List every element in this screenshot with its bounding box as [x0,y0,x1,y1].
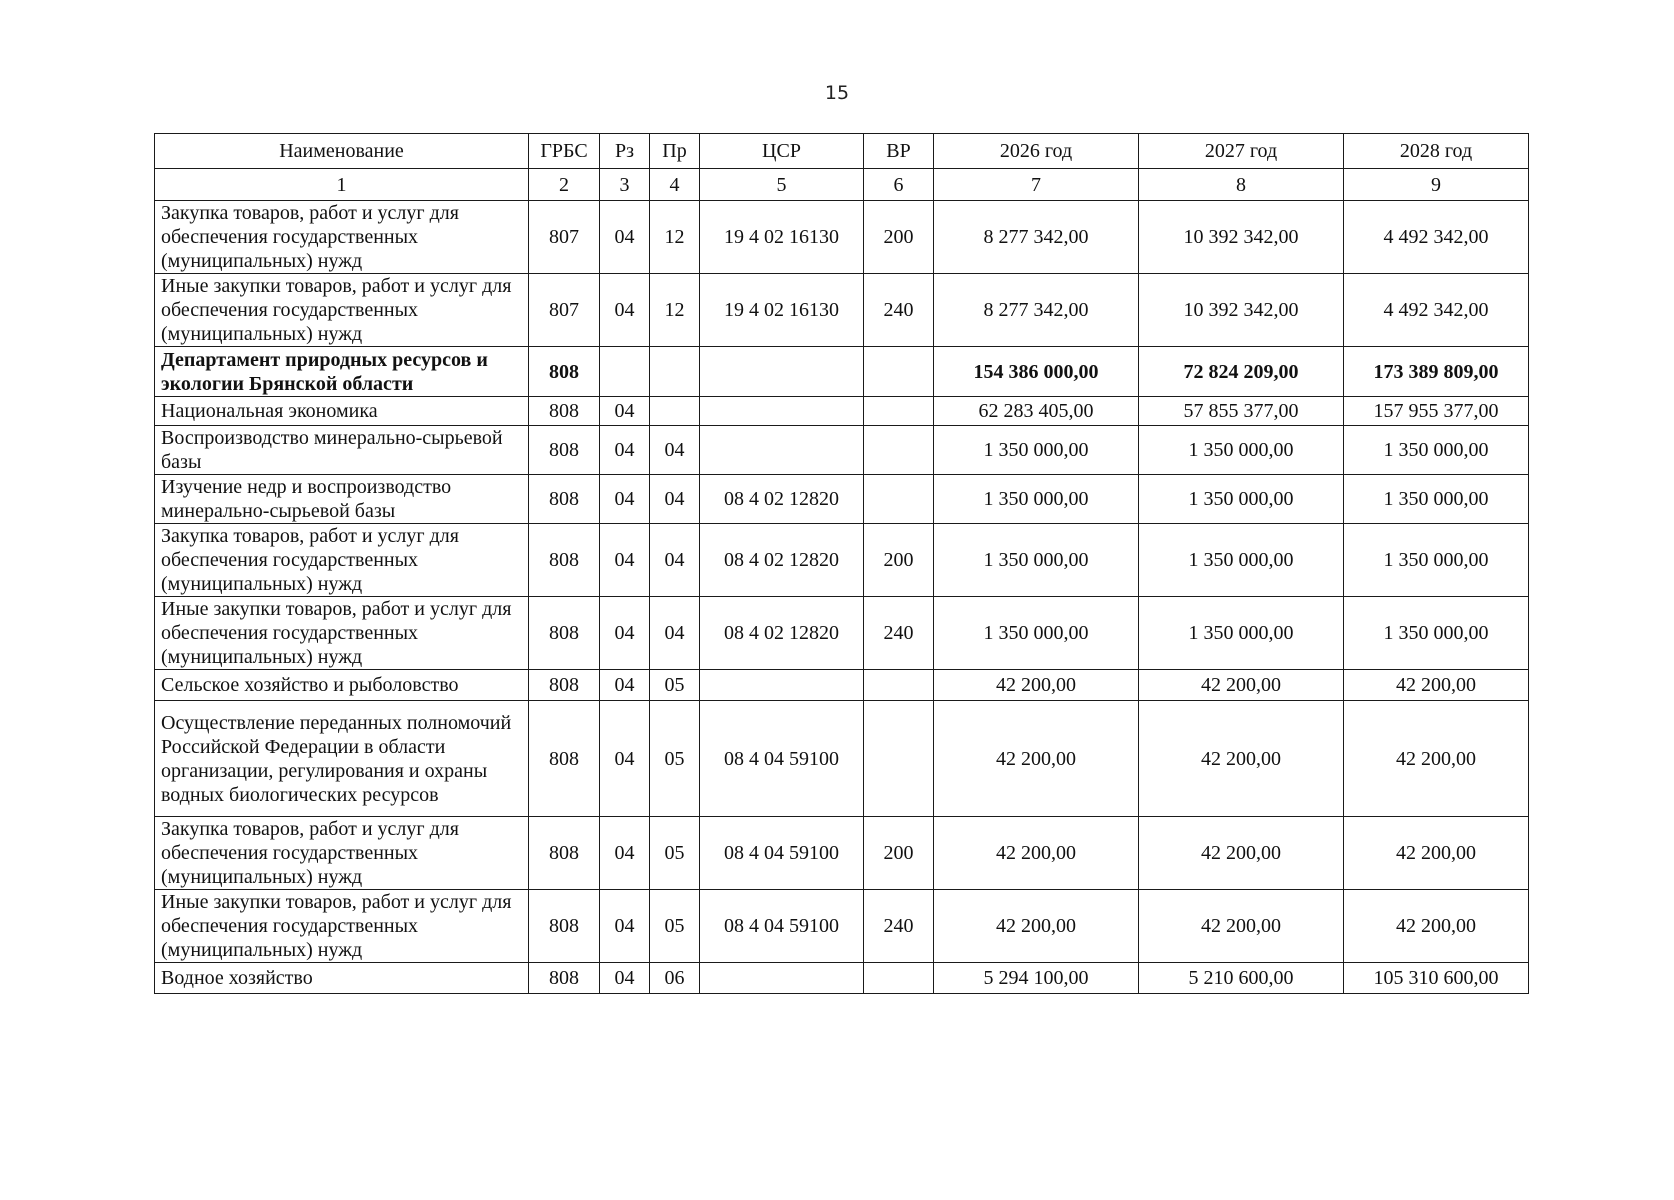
amount-2028-cell: 42 200,00 [1344,890,1529,963]
amount-2026-cell: 8 277 342,00 [934,274,1139,347]
pr-cell: 05 [650,890,700,963]
grbs-cell: 808 [529,963,600,994]
budget-table [154,133,1529,994]
amount-2028-cell: 157 955 377,00 [1344,397,1529,426]
column-number: 9 [1344,169,1529,201]
header-2027: 2027 год [1139,134,1344,169]
header-2028: 2028 год [1344,134,1529,169]
vr-cell: 240 [864,890,934,963]
pr-cell: 04 [650,475,700,524]
vr-cell [864,963,934,994]
amount-2028-cell: 173 389 809,00 [1344,347,1529,397]
header-csr: ЦСР [700,134,864,169]
table-body [155,201,1529,994]
row-name-cell: Изучение недр и воспроизводство минерально-сырьевой базы [155,475,529,524]
amount-2026-cell: 42 200,00 [934,890,1139,963]
pr-cell: 05 [650,701,700,817]
amount-2027-cell: 42 200,00 [1139,890,1344,963]
table-row [155,670,1529,701]
pr-cell [650,397,700,426]
column-number: 2 [529,169,600,201]
header-row [155,134,1529,169]
amount-2027-cell: 1 350 000,00 [1139,426,1344,475]
row-name-cell: Департамент природных ресурсов и экологии Брянской области [155,347,529,397]
row-name-cell: Закупка товаров, работ и услуг для обеспечения государственных (муниципальных) нужд [155,817,529,890]
amount-2028-cell: 1 350 000,00 [1344,524,1529,597]
rz-cell: 04 [600,475,650,524]
rz-cell [600,347,650,397]
table-row [155,274,1529,347]
header-rz: Рз [600,134,650,169]
amount-2026-cell: 8 277 342,00 [934,201,1139,274]
table-row [155,426,1529,475]
csr-cell: 08 4 04 59100 [700,701,864,817]
table-row [155,347,1529,397]
rz-cell: 04 [600,890,650,963]
csr-cell [700,670,864,701]
amount-2027-cell: 1 350 000,00 [1139,524,1344,597]
pr-cell: 12 [650,274,700,347]
pr-cell: 04 [650,597,700,670]
amount-2026-cell: 42 200,00 [934,670,1139,701]
amount-2027-cell: 10 392 342,00 [1139,201,1344,274]
row-name-cell: Воспроизводство минерально-сырьевой базы [155,426,529,475]
amount-2026-cell: 154 386 000,00 [934,347,1139,397]
table-row [155,397,1529,426]
amount-2028-cell: 4 492 342,00 [1344,274,1529,347]
table-row [155,890,1529,963]
amount-2028-cell: 42 200,00 [1344,701,1529,817]
vr-cell: 240 [864,274,934,347]
amount-2026-cell: 1 350 000,00 [934,426,1139,475]
amount-2028-cell: 42 200,00 [1344,670,1529,701]
column-number-row [155,169,1529,201]
grbs-cell: 808 [529,397,600,426]
amount-2026-cell: 1 350 000,00 [934,597,1139,670]
pr-cell: 04 [650,524,700,597]
csr-cell [700,963,864,994]
grbs-cell: 808 [529,524,600,597]
column-number: 6 [864,169,934,201]
amount-2027-cell: 1 350 000,00 [1139,597,1344,670]
rz-cell: 04 [600,701,650,817]
pr-cell [650,347,700,397]
csr-cell: 08 4 02 12820 [700,475,864,524]
grbs-cell: 808 [529,670,600,701]
amount-2027-cell: 10 392 342,00 [1139,274,1344,347]
grbs-cell: 807 [529,274,600,347]
grbs-cell: 808 [529,890,600,963]
amount-2028-cell: 1 350 000,00 [1344,475,1529,524]
amount-2026-cell: 42 200,00 [934,701,1139,817]
csr-cell [700,397,864,426]
vr-cell [864,397,934,426]
row-name-cell: Сельское хозяйство и рыболовство [155,670,529,701]
column-number: 3 [600,169,650,201]
row-name-cell: Иные закупки товаров, работ и услуг для обеспечения государственных (муниципальных) нужд [155,597,529,670]
csr-cell: 08 4 04 59100 [700,890,864,963]
vr-cell: 200 [864,817,934,890]
grbs-cell: 808 [529,817,600,890]
grbs-cell: 808 [529,347,600,397]
pr-cell: 12 [650,201,700,274]
vr-cell: 200 [864,201,934,274]
row-name-cell: Закупка товаров, работ и услуг для обеспечения государственных (муниципальных) нужд [155,524,529,597]
amount-2026-cell: 62 283 405,00 [934,397,1139,426]
header-pr: Пр [650,134,700,169]
rz-cell: 04 [600,817,650,890]
header-name: Наименование [155,134,529,169]
table-row [155,597,1529,670]
row-name-cell: Иные закупки товаров, работ и услуг для обеспечения государственных (муниципальных) нужд [155,274,529,347]
page-number: 15 [824,82,850,104]
rz-cell: 04 [600,426,650,475]
rz-cell: 04 [600,274,650,347]
header-2026: 2026 год [934,134,1139,169]
table-row [155,475,1529,524]
pr-cell: 05 [650,817,700,890]
grbs-cell: 807 [529,201,600,274]
amount-2027-cell: 1 350 000,00 [1139,475,1344,524]
grbs-cell: 808 [529,475,600,524]
csr-cell [700,426,864,475]
header-vr: ВР [864,134,934,169]
amount-2026-cell: 5 294 100,00 [934,963,1139,994]
pr-cell: 04 [650,426,700,475]
amount-2027-cell: 72 824 209,00 [1139,347,1344,397]
amount-2027-cell: 42 200,00 [1139,701,1344,817]
vr-cell [864,670,934,701]
amount-2027-cell: 42 200,00 [1139,670,1344,701]
csr-cell: 08 4 04 59100 [700,817,864,890]
row-name-cell: Иные закупки товаров, работ и услуг для обеспечения государственных (муниципальных) нужд [155,890,529,963]
column-number: 1 [155,169,529,201]
table-row [155,201,1529,274]
rz-cell: 04 [600,524,650,597]
rz-cell: 04 [600,670,650,701]
amount-2026-cell: 1 350 000,00 [934,475,1139,524]
rz-cell: 04 [600,963,650,994]
amount-2026-cell: 42 200,00 [934,817,1139,890]
column-number: 4 [650,169,700,201]
vr-cell [864,426,934,475]
vr-cell [864,475,934,524]
amount-2028-cell: 42 200,00 [1344,817,1529,890]
column-number: 5 [700,169,864,201]
vr-cell [864,701,934,817]
amount-2028-cell: 4 492 342,00 [1344,201,1529,274]
vr-cell: 240 [864,597,934,670]
row-name-cell: Осуществление переданных полномочий Российской Федерации в области организации, регулирования и охраны водных биологических ресурсов [155,701,529,817]
amount-2028-cell: 1 350 000,00 [1344,597,1529,670]
table-row [155,701,1529,817]
amount-2027-cell: 57 855 377,00 [1139,397,1344,426]
amount-2026-cell: 1 350 000,00 [934,524,1139,597]
csr-cell: 08 4 02 12820 [700,597,864,670]
rz-cell: 04 [600,597,650,670]
row-name-cell: Национальная экономика [155,397,529,426]
column-number: 7 [934,169,1139,201]
csr-cell [700,347,864,397]
amount-2028-cell: 1 350 000,00 [1344,426,1529,475]
amount-2027-cell: 42 200,00 [1139,817,1344,890]
rz-cell: 04 [600,201,650,274]
header-grbs: ГРБС [529,134,600,169]
pr-cell: 05 [650,670,700,701]
amount-2027-cell: 5 210 600,00 [1139,963,1344,994]
row-name-cell: Водное хозяйство [155,963,529,994]
csr-cell: 19 4 02 16130 [700,274,864,347]
csr-cell: 19 4 02 16130 [700,201,864,274]
table-row [155,817,1529,890]
vr-cell: 200 [864,524,934,597]
pr-cell: 06 [650,963,700,994]
rz-cell: 04 [600,397,650,426]
grbs-cell: 808 [529,597,600,670]
table-row [155,963,1529,994]
row-name-cell: Закупка товаров, работ и услуг для обеспечения государственных (муниципальных) нужд [155,201,529,274]
csr-cell: 08 4 02 12820 [700,524,864,597]
vr-cell [864,347,934,397]
table-row [155,524,1529,597]
column-number: 8 [1139,169,1344,201]
grbs-cell: 808 [529,701,600,817]
amount-2028-cell: 105 310 600,00 [1344,963,1529,994]
grbs-cell: 808 [529,426,600,475]
